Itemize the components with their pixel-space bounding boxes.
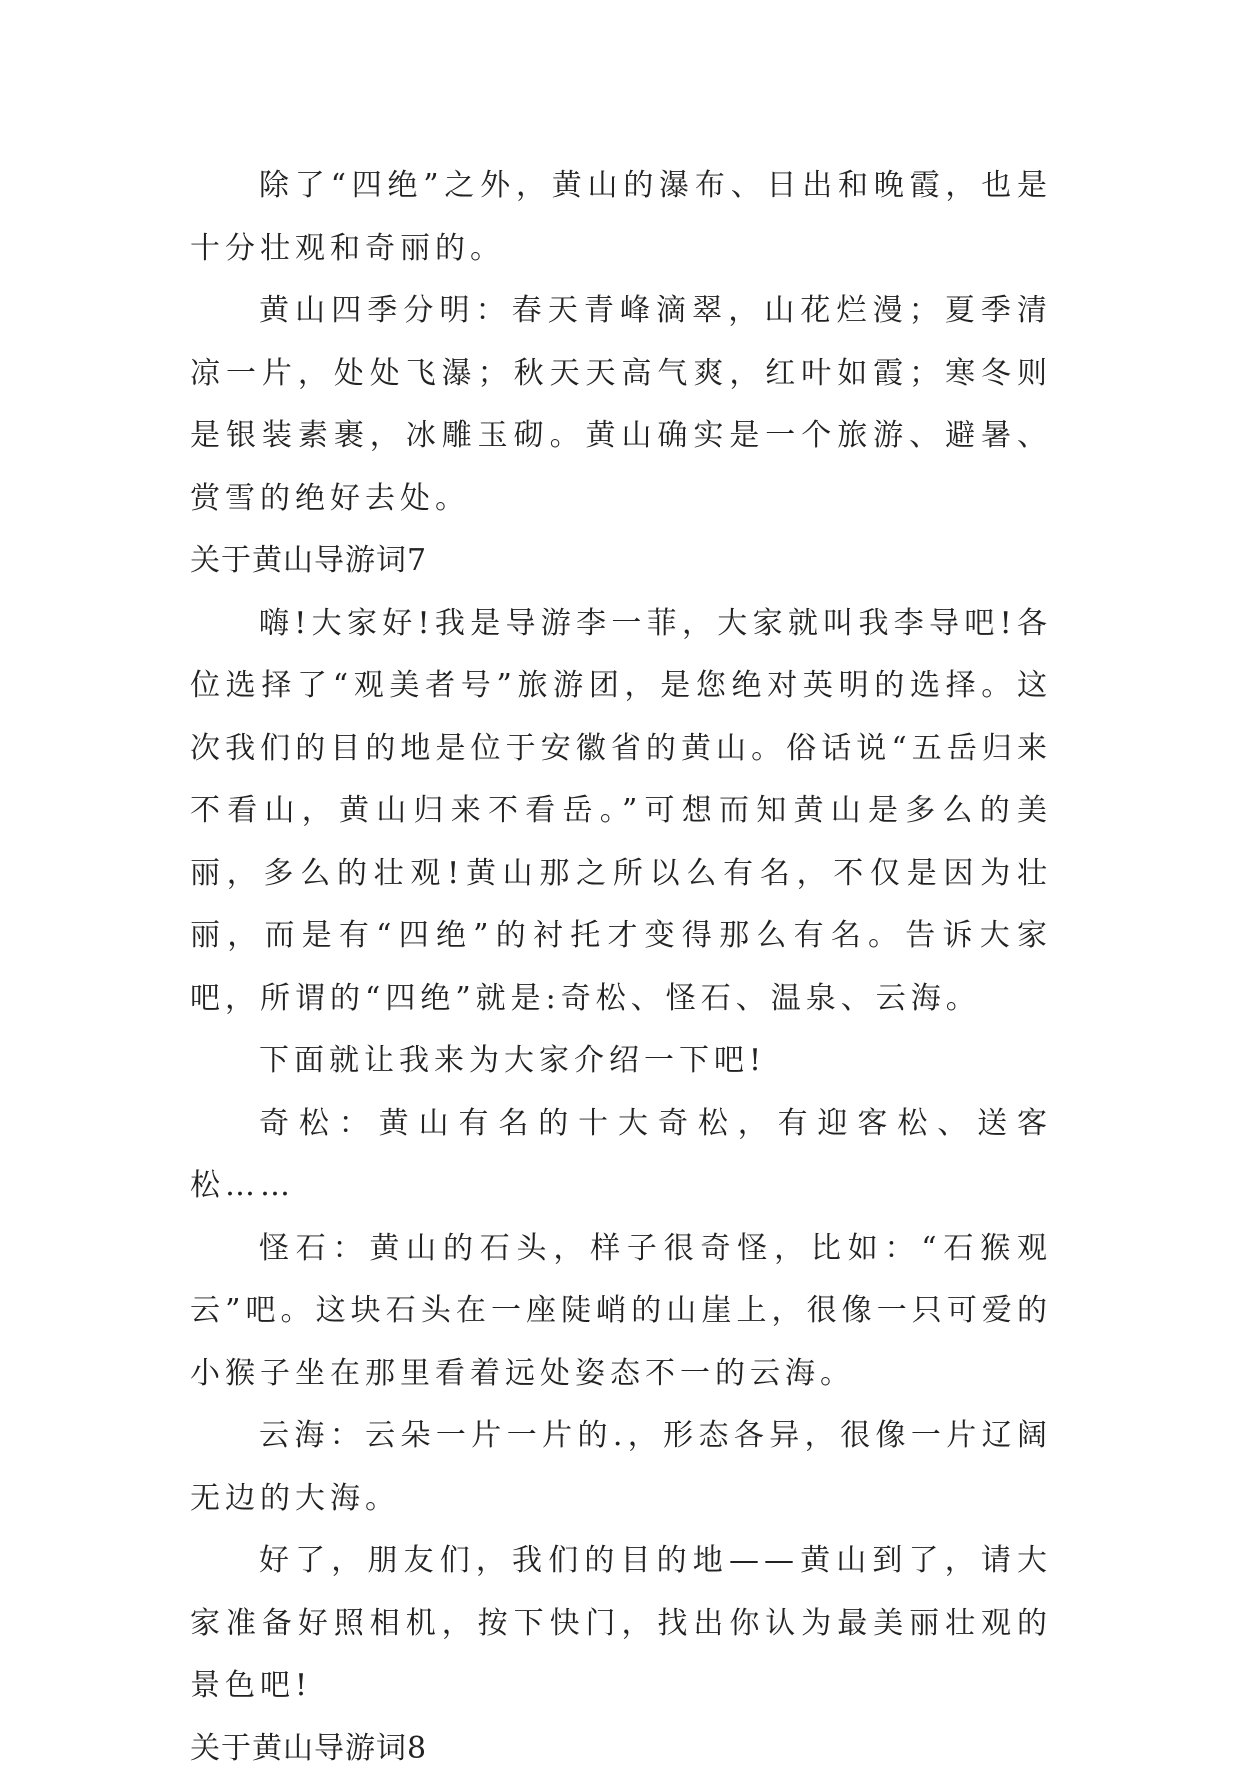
document-body (190, 155, 1052, 1780)
paragraph-sea-of-clouds: 云海：云朵一片一片的.，形态各异，很像一片辽阔无边的大海。 (190, 1405, 1052, 1530)
section-heading-7: 关于黄山导游词7 (190, 530, 1052, 593)
paragraph-arrival: 好了，朋友们，我们的目的地——黄山到了，请大家准备好照相机，按下快门，找出你认为最美丽壮观的景色吧! (190, 1530, 1052, 1718)
paragraph-strange-rocks: 怪石：黄山的石头，样子很奇怪，比如：“石猴观云”吧。这块石头在一座陡峭的山崖上，很像一只可爱的小猴子坐在那里看着远处姿态不一的云海。 (190, 1218, 1052, 1406)
paragraph-four-wonders-extra: 除了“四绝”之外，黄山的瀑布、日出和晚霞，也是十分壮观和奇丽的。 (190, 155, 1052, 280)
paragraph-introduction-lead: 下面就让我来为大家介绍一下吧! (190, 1030, 1052, 1093)
paragraph-strange-pines: 奇松：黄山有名的十大奇松，有迎客松、送客松…… (190, 1093, 1052, 1218)
paragraph-four-seasons: 黄山四季分明：春天青峰滴翠，山花烂漫；夏季清凉一片，处处飞瀑；秋天天高气爽，红叶如霞；寒冬则是银装素裹，冰雕玉砌。黄山确实是一个旅游、避暑、赏雪的绝好去处。 (190, 280, 1052, 530)
section-heading-8: 关于黄山导游词8 (190, 1718, 1052, 1780)
paragraph-guide-intro: 嗨!大家好!我是导游李一菲，大家就叫我李导吧!各位选择了“观美者号”旅游团，是您绝对英明的选择。这次我们的目的地是位于安徽省的黄山。俗话说“五岳归来不看山，黄山归来不看岳。”可想而知黄山是多么的美丽，多么的壮观!黄山那之所以么有名，不仅是因为壮丽，而是有“四绝”的衬托才变得那么有名。告诉大家吧，所谓的“四绝”就是:奇松、怪石、温泉、云海。 (190, 593, 1052, 1031)
